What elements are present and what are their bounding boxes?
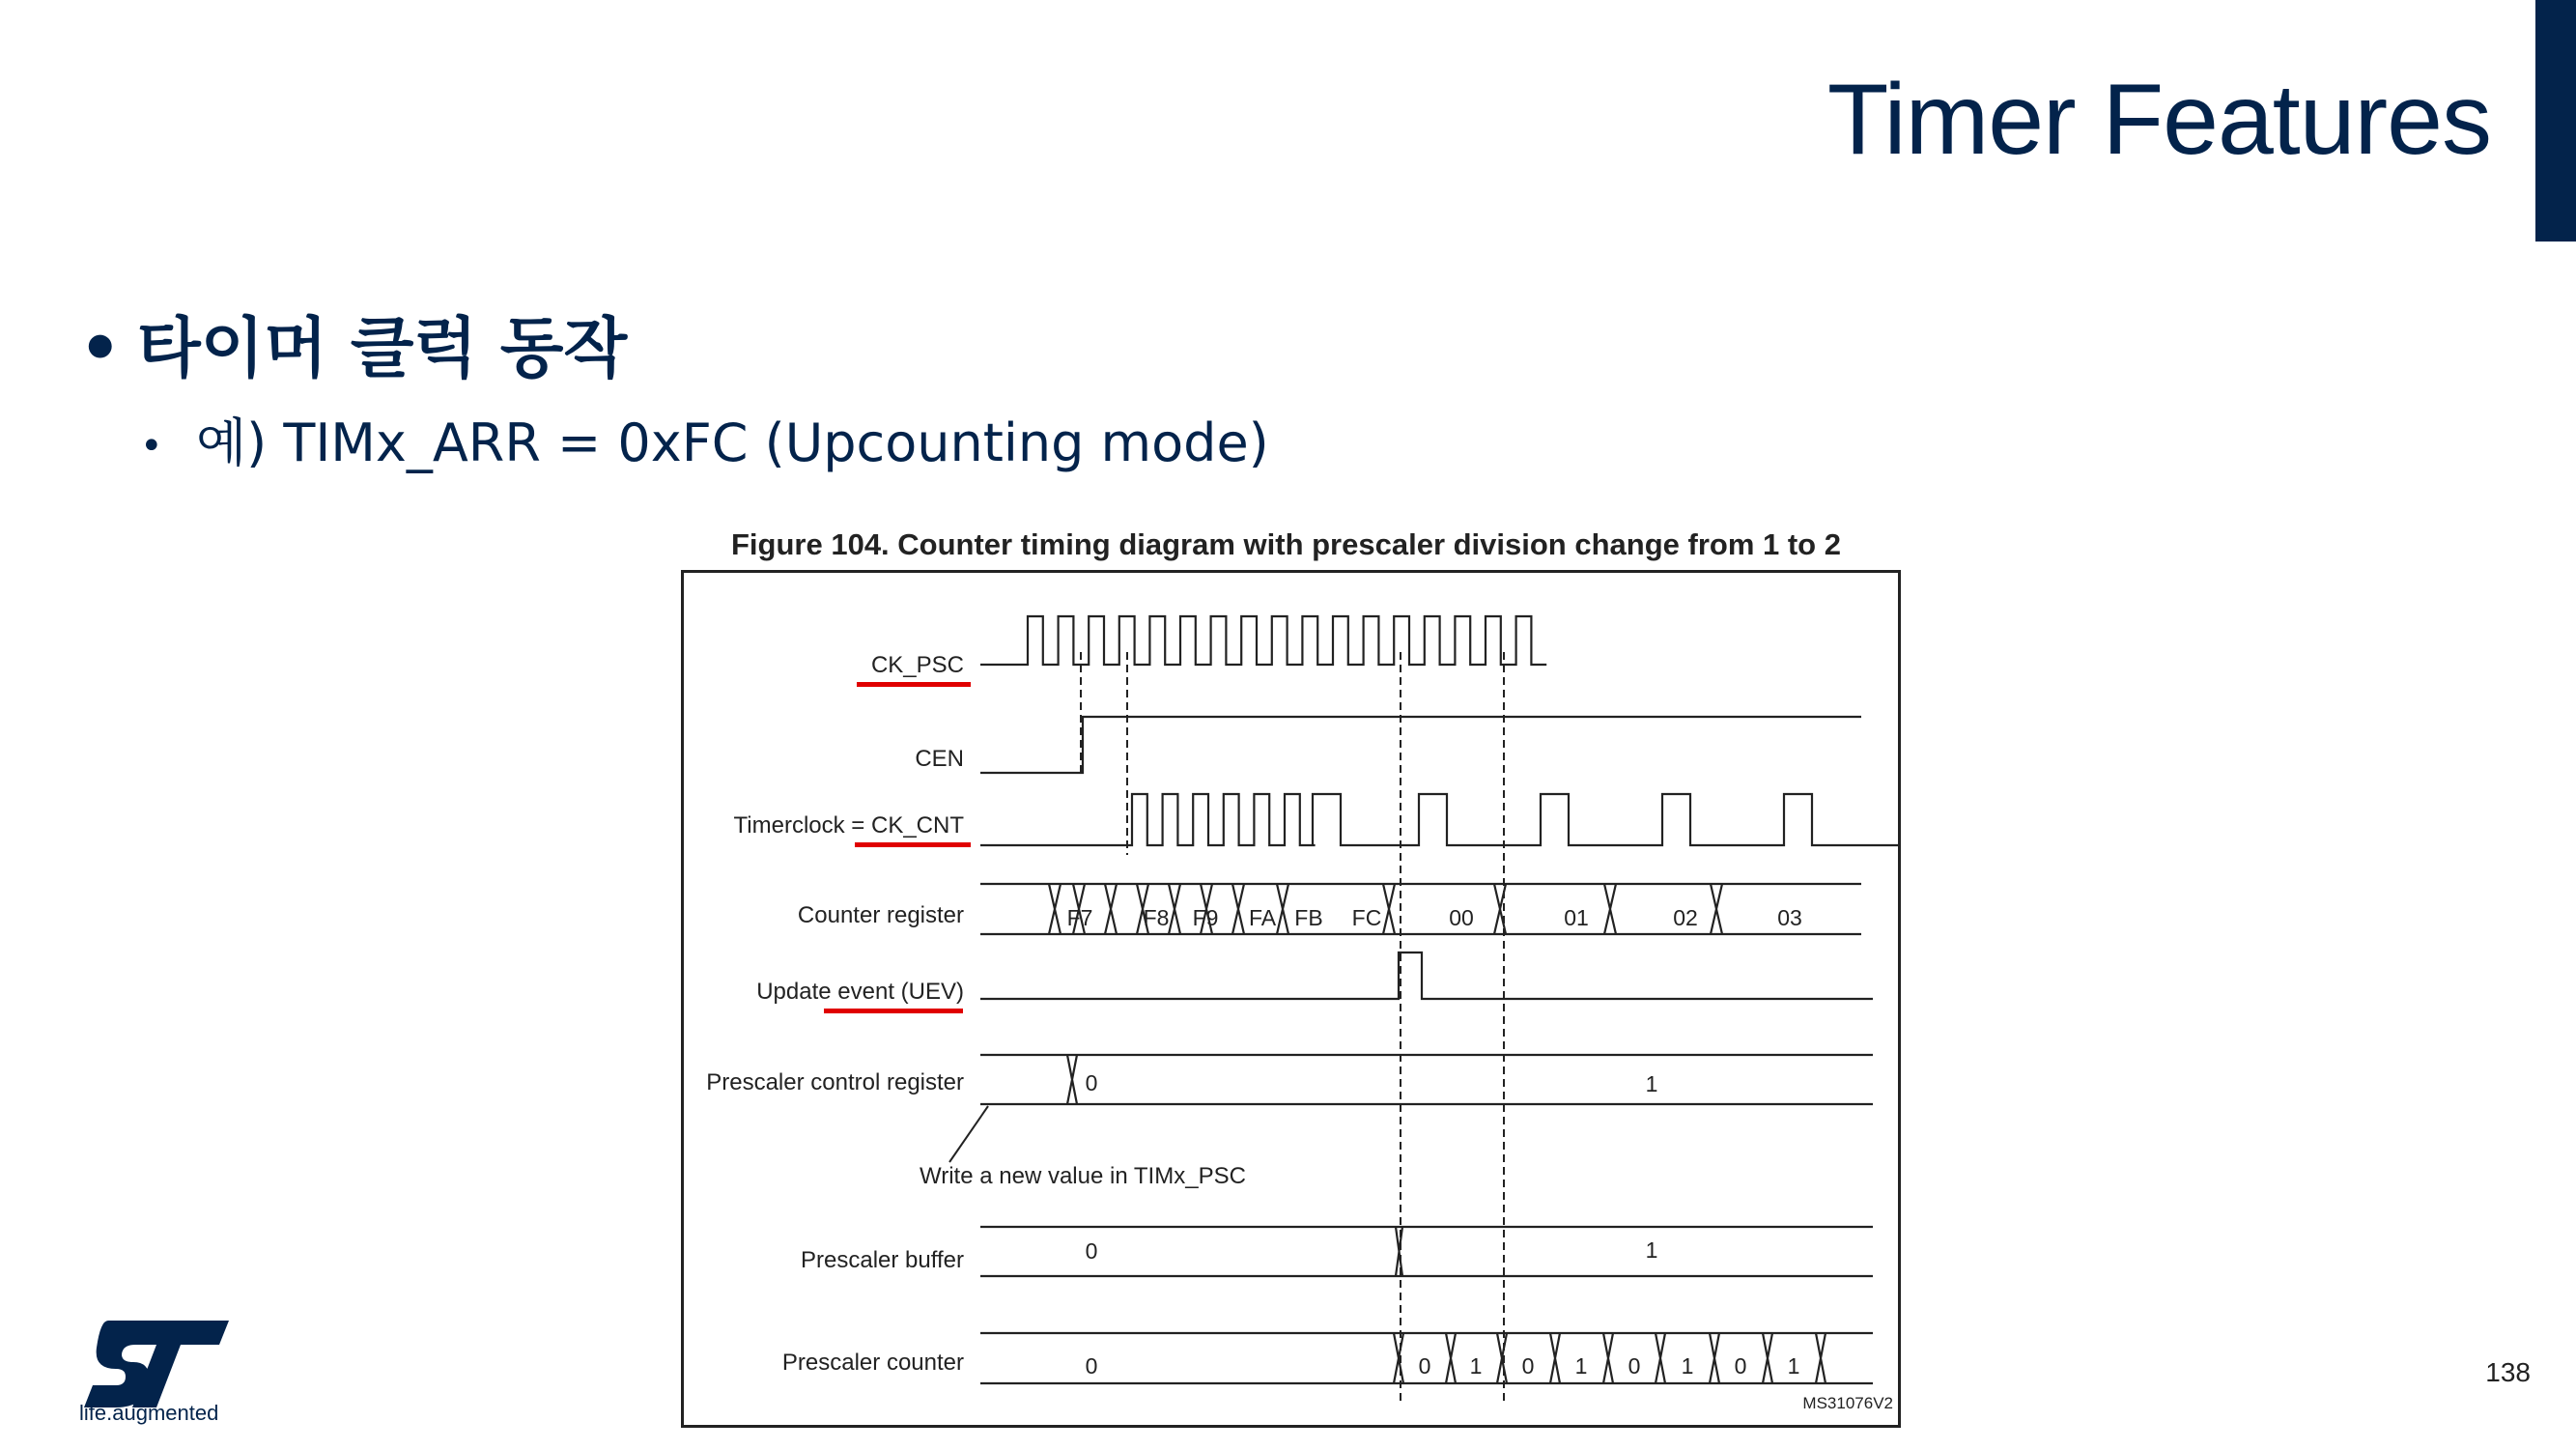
counter-value: 03 [1777, 905, 1802, 930]
bullet-dot: • [140, 424, 163, 469]
psc-counter-value: 0 [1418, 1353, 1431, 1379]
counter-value: F8 [1143, 905, 1170, 930]
psc-counter-transition [1497, 1333, 1507, 1383]
annotation-arrow [949, 1106, 988, 1162]
psc-buffer-value: 1 [1645, 1237, 1658, 1263]
psc-counter-transition [1394, 1333, 1403, 1383]
psc-counter-transition [1550, 1333, 1560, 1383]
sub-bullet-text: 예) TIMx_ARR = 0xFC (Upcounting mode) [196, 412, 1269, 473]
psc-counter-transition [1710, 1333, 1719, 1383]
psc-buffer-value: 0 [1085, 1238, 1098, 1264]
psc-counter-transition [1816, 1333, 1826, 1383]
bullet-dot: • [79, 311, 122, 387]
label-ck-cnt: CK_CNT [870, 812, 964, 839]
label-counter-register: Counter register [797, 902, 964, 928]
counter-bus-transition [1232, 884, 1244, 934]
psc-control-transition [1067, 1055, 1077, 1104]
counter-bus-transition [1604, 884, 1616, 934]
counter-bus-transition [1711, 884, 1722, 934]
label-psc-control: Prescaler control register [706, 1069, 964, 1095]
psc-counter-transition [1446, 1333, 1456, 1383]
counter-value: 02 [1673, 905, 1698, 930]
psc-counter-transition [1603, 1333, 1613, 1383]
figure-code: MS31076V2 [1802, 1394, 1893, 1412]
psc-counter-transition [1656, 1333, 1665, 1383]
label-timerclock [734, 812, 965, 839]
ck-psc-highlight [857, 682, 971, 687]
counter-value: FA [1248, 905, 1277, 930]
bullet-item [79, 311, 628, 387]
psc-counter-value: 1 [1681, 1353, 1694, 1379]
figure-title: Figure 104. Counter timing diagram with prescaler division change from 1 to 2 [731, 527, 1841, 561]
accent-bar [2535, 0, 2576, 242]
annotation-write-psc: Write a new value in TIMx_PSC [920, 1163, 1246, 1189]
ck-cnt-waveform [980, 794, 1901, 845]
timing-diagram [681, 570, 1901, 1428]
label-psc-buffer: Prescaler buffer [801, 1247, 964, 1273]
label-cen: CEN [915, 746, 964, 772]
signal-waveforms [980, 616, 1901, 1401]
logo-tagline: life.augmented [79, 1401, 219, 1425]
counter-bus-transition [1169, 884, 1180, 934]
psc-counter-value: 0 [1085, 1353, 1098, 1379]
psc-counter-value: 1 [1574, 1353, 1588, 1379]
counter-value: 01 [1564, 905, 1589, 930]
label-timerclock-prefix: Timerclock = [733, 812, 871, 839]
counter-value: 00 [1449, 905, 1474, 930]
uev-waveform [980, 952, 1873, 999]
psc-control-value: 0 [1085, 1070, 1098, 1095]
ck-psc-waveform [980, 616, 1546, 665]
label-ck-psc: CK_PSC [870, 652, 964, 678]
psc-counter-value: 0 [1734, 1353, 1747, 1379]
psc-counter-value: 0 [1521, 1353, 1535, 1379]
counter-bus-transition [1383, 884, 1395, 934]
counter-value: FB [1294, 905, 1323, 930]
counter-bus-transition [1105, 884, 1117, 934]
label-uev: Update event (UEV) [756, 979, 964, 1005]
psc-control-value: 1 [1645, 1071, 1658, 1096]
counter-value: FC [1351, 905, 1382, 930]
counter-value: F9 [1192, 905, 1219, 930]
label-psc-counter: Prescaler counter [781, 1350, 964, 1376]
psc-counter-value: 1 [1469, 1353, 1483, 1379]
psc-counter-value: 1 [1787, 1353, 1800, 1379]
bullet-text: 타이머 클럭 동작 [137, 311, 628, 387]
slide-title: Timer Features [1826, 64, 2491, 176]
page-number: 138 [2485, 1357, 2531, 1387]
counter-bus-transition [1049, 884, 1061, 934]
counter-value: F7 [1066, 905, 1093, 930]
ck-cnt-highlight [855, 842, 971, 847]
psc-counter-value: 0 [1628, 1353, 1641, 1379]
sub-bullet-item [140, 412, 1269, 473]
cen-waveform [980, 717, 1861, 773]
counter-bus-transition [1277, 884, 1288, 934]
psc-counter-transition [1763, 1333, 1772, 1383]
uev-highlight [824, 1009, 963, 1013]
